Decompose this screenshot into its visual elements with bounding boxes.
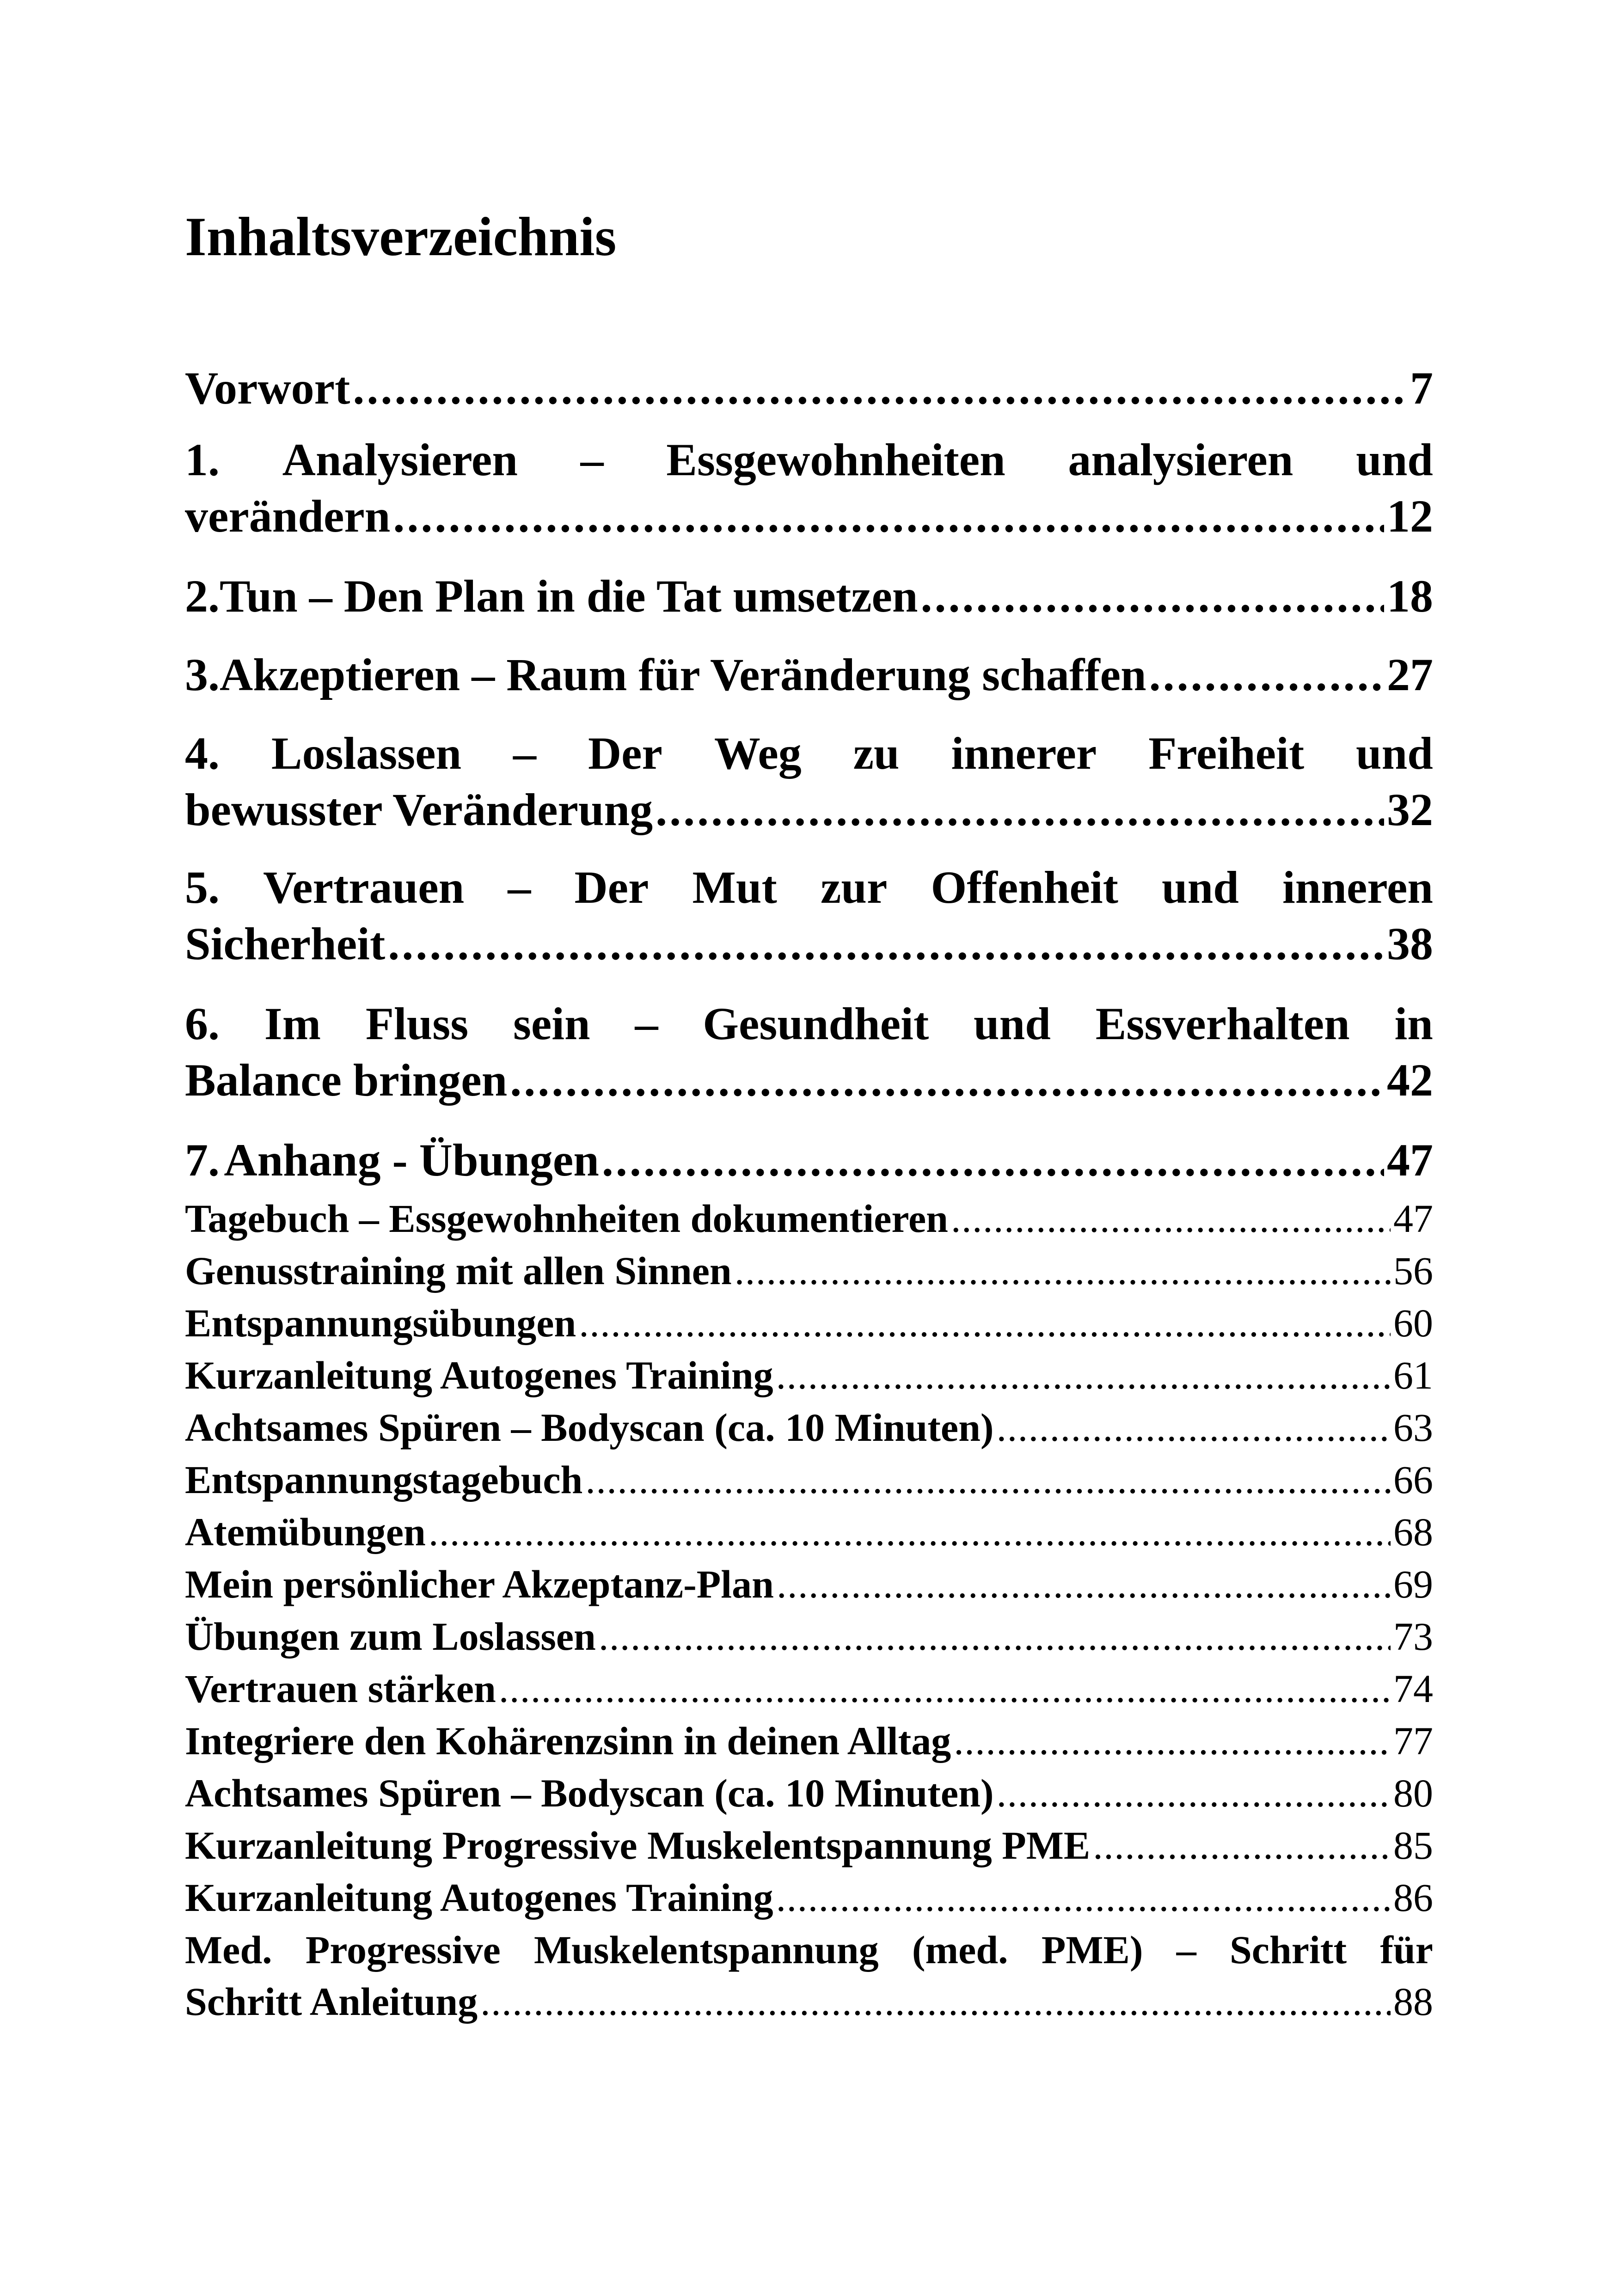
toc-entry-line <box>185 1872 1433 1923</box>
page-number: 56 <box>1393 1249 1433 1293</box>
toc-entry-line <box>185 432 1433 488</box>
chapter-number: 7. <box>185 1134 220 1186</box>
toc-entry-line <box>185 916 1433 972</box>
toc-entry-line <box>185 860 1433 915</box>
toc-entry-title: Atemübungen <box>185 1510 426 1554</box>
page-number: 80 <box>1393 1771 1433 1815</box>
page-number: 77 <box>1393 1719 1433 1763</box>
toc-entry-word: Offenheit <box>931 862 1118 913</box>
toc-entry-title-continued: Schritt Anleitung <box>185 1979 478 2024</box>
toc-entry-word: Der <box>574 862 649 913</box>
toc-entry-title-continued: Sicherheit <box>185 918 386 969</box>
toc-entry-word: zu <box>853 728 900 779</box>
toc-entry-word: inneren <box>1282 862 1433 913</box>
toc-entry-title: Achtsames Spüren – Bodyscan (ca. 10 Minuten) <box>185 1771 994 1815</box>
toc-entry-word: in <box>1394 998 1433 1049</box>
toc-entry-title: Integriere den Kohärenzsinn in deinen Alltag <box>185 1719 951 1763</box>
toc-entry-line <box>185 489 1433 544</box>
toc-entry-word: und <box>1356 434 1433 485</box>
page-number: 63 <box>1393 1405 1433 1450</box>
toc-entry-line <box>185 1819 1433 1871</box>
toc-entry-line <box>185 1297 1433 1349</box>
toc-entry-line <box>185 569 1433 624</box>
page-number: 85 <box>1393 1823 1433 1867</box>
page-number: 38 <box>1387 918 1433 969</box>
toc-entry-word: und <box>1162 862 1239 913</box>
toc-entry-line <box>185 361 1433 416</box>
toc-entry-line <box>185 1349 1433 1401</box>
toc-entry-title: Vertrauen stärken <box>185 1666 496 1711</box>
toc-entry-line <box>185 726 1433 781</box>
page-number: 68 <box>1393 1510 1433 1554</box>
dot-leader <box>776 1349 1391 1401</box>
toc-entry-word: Der <box>588 728 662 779</box>
toc-entry-word: und <box>974 998 1051 1049</box>
toc-entry-word: Im <box>264 998 321 1049</box>
dot-leader <box>602 1133 1384 1188</box>
page-number: 47 <box>1387 1134 1433 1186</box>
toc-entry-title: Tun – Den Plan in die Tat umsetzen <box>220 570 918 622</box>
dot-leader <box>599 1610 1391 1662</box>
dot-leader <box>776 1872 1391 1923</box>
dot-leader <box>735 1245 1391 1297</box>
page-number: 60 <box>1393 1301 1433 1345</box>
page-title: Inhaltsverzeichnis <box>185 206 617 267</box>
toc-entry-word: sein <box>513 998 590 1049</box>
toc-entry-line <box>185 1454 1433 1506</box>
toc-entry-line <box>185 1663 1433 1714</box>
toc-entry-word: Fluss <box>365 998 469 1049</box>
page-number: 27 <box>1387 649 1433 700</box>
toc-entry-word: Vertrauen <box>263 862 465 913</box>
dot-leader <box>997 1767 1391 1819</box>
toc-entry-word: – <box>635 998 658 1049</box>
page-number: 74 <box>1393 1666 1433 1711</box>
toc-entry-title: Genusstraining mit allen Sinnen <box>185 1249 732 1293</box>
toc-entry-word: PME) <box>1041 1928 1143 1972</box>
toc-entry-title: Akzeptieren – Raum für Veränderung schaffen <box>220 649 1146 700</box>
toc-entry-word: Freiheit <box>1148 728 1305 779</box>
toc-entry-line <box>185 1558 1433 1610</box>
toc-entry-line <box>185 1976 1433 2027</box>
toc-entry-line <box>185 1402 1433 1453</box>
page-number: 86 <box>1393 1875 1433 1920</box>
toc-entry-line <box>185 1767 1433 1819</box>
toc-entry-word: analysieren <box>1068 434 1293 485</box>
toc-entry-title: Entspannungsübungen <box>185 1301 576 1345</box>
page-number: 88 <box>1393 1979 1433 2024</box>
toc-entry-line <box>185 1193 1433 1244</box>
page-number: 12 <box>1387 490 1433 542</box>
toc-entry-line <box>185 996 1433 1052</box>
page-number: 69 <box>1393 1562 1433 1606</box>
dot-leader <box>480 1976 1391 2027</box>
toc-entry-word: Essverhalten <box>1095 998 1350 1049</box>
toc-entry-word: – <box>508 862 531 913</box>
toc-entry-title: Tagebuch – Essgewohnheiten dokumentieren <box>185 1196 949 1241</box>
page-number: 42 <box>1387 1054 1433 1106</box>
toc-entry-word: Mut <box>692 862 777 913</box>
dot-leader <box>1093 1819 1391 1871</box>
dot-leader <box>585 1454 1391 1506</box>
dot-leader <box>353 361 1407 416</box>
toc-entry-line <box>185 1053 1433 1108</box>
dot-leader <box>388 916 1384 972</box>
toc-entry-title: Übungen zum Loslassen <box>185 1614 596 1659</box>
toc-entry-word: Muskelentspannung <box>534 1928 879 1972</box>
toc-entry-word: Schritt <box>1229 1928 1347 1972</box>
dot-leader <box>579 1297 1391 1349</box>
chapter-number: 2. <box>185 570 220 622</box>
page-number: 66 <box>1393 1457 1433 1502</box>
toc-entry-line <box>185 1715 1433 1767</box>
toc-entry-word: Essgewohnheiten <box>666 434 1005 485</box>
toc-entry-line <box>185 1245 1433 1297</box>
toc-entry-word: Weg <box>714 728 802 779</box>
dot-leader <box>997 1402 1391 1453</box>
page-number: 47 <box>1393 1196 1433 1241</box>
toc-entry-word: Loslassen <box>271 728 462 779</box>
dot-leader <box>954 1715 1391 1767</box>
toc-entry-word: innerer <box>951 728 1097 779</box>
toc-entry-title: Achtsames Spüren – Bodyscan (ca. 10 Minuten) <box>185 1405 994 1450</box>
page-number: 73 <box>1393 1614 1433 1659</box>
chapter-number: 5. <box>185 862 220 913</box>
chapter-number: 1. <box>185 434 220 485</box>
toc-entry-word: Med. <box>185 1928 272 1972</box>
page-number: 7 <box>1410 362 1433 414</box>
toc-entry-title-continued: bewusster Veränderung <box>185 784 653 835</box>
toc-entry-title: Kurzanleitung Autogenes Training <box>185 1353 773 1397</box>
toc-entry-title: Kurzanleitung Autogenes Training <box>185 1875 773 1920</box>
page-number: 32 <box>1387 784 1433 835</box>
page-number: 61 <box>1393 1353 1433 1397</box>
chapter-number: 3. <box>185 649 220 700</box>
toc-entry-title: Entspannungstagebuch <box>185 1457 583 1502</box>
toc-entry-word: für <box>1380 1928 1433 1972</box>
toc-entry-word: zur <box>820 862 888 913</box>
toc-entry-line <box>185 1133 1433 1188</box>
toc-entry-line <box>185 647 1433 703</box>
toc-entry-word: Gesundheit <box>703 998 929 1049</box>
toc-entry-title: Vorwort <box>185 362 350 414</box>
toc-entry-line <box>185 1924 1433 1976</box>
dot-leader <box>777 1558 1391 1610</box>
toc-entry-title-continued: Balance bringen <box>185 1054 508 1106</box>
dot-leader <box>499 1663 1391 1714</box>
toc-entry-word: und <box>1356 728 1433 779</box>
dot-leader <box>393 489 1384 544</box>
toc-entry-line <box>185 1610 1433 1662</box>
toc-entry-title: Anhang - Übungen <box>224 1134 599 1186</box>
toc-entry-title: Mein persönlicher Akzeptanz-Plan <box>185 1562 774 1606</box>
toc-entry-word: – <box>580 434 604 485</box>
dot-leader <box>656 782 1384 838</box>
dot-leader <box>921 569 1384 624</box>
dot-leader <box>1149 647 1384 703</box>
toc-entry-word: – <box>513 728 537 779</box>
toc-entry-word: (med. <box>912 1928 1008 1972</box>
toc-entry-word: – <box>1176 1928 1196 1972</box>
dot-leader <box>429 1506 1391 1558</box>
toc-entry-title-continued: verändern <box>185 490 391 542</box>
toc-entry-word: Analysieren <box>282 434 518 485</box>
toc-entry-title: Kurzanleitung Progressive Muskelentspannung PME <box>185 1823 1091 1867</box>
dot-leader <box>951 1193 1391 1244</box>
dot-leader <box>510 1053 1384 1108</box>
page-number: 18 <box>1387 570 1433 622</box>
toc-entry-word: Progressive <box>305 1928 501 1972</box>
toc-entry-line <box>185 782 1433 838</box>
toc-entry-line <box>185 1506 1433 1558</box>
chapter-number: 6. <box>185 998 220 1049</box>
chapter-number: 4. <box>185 728 220 779</box>
